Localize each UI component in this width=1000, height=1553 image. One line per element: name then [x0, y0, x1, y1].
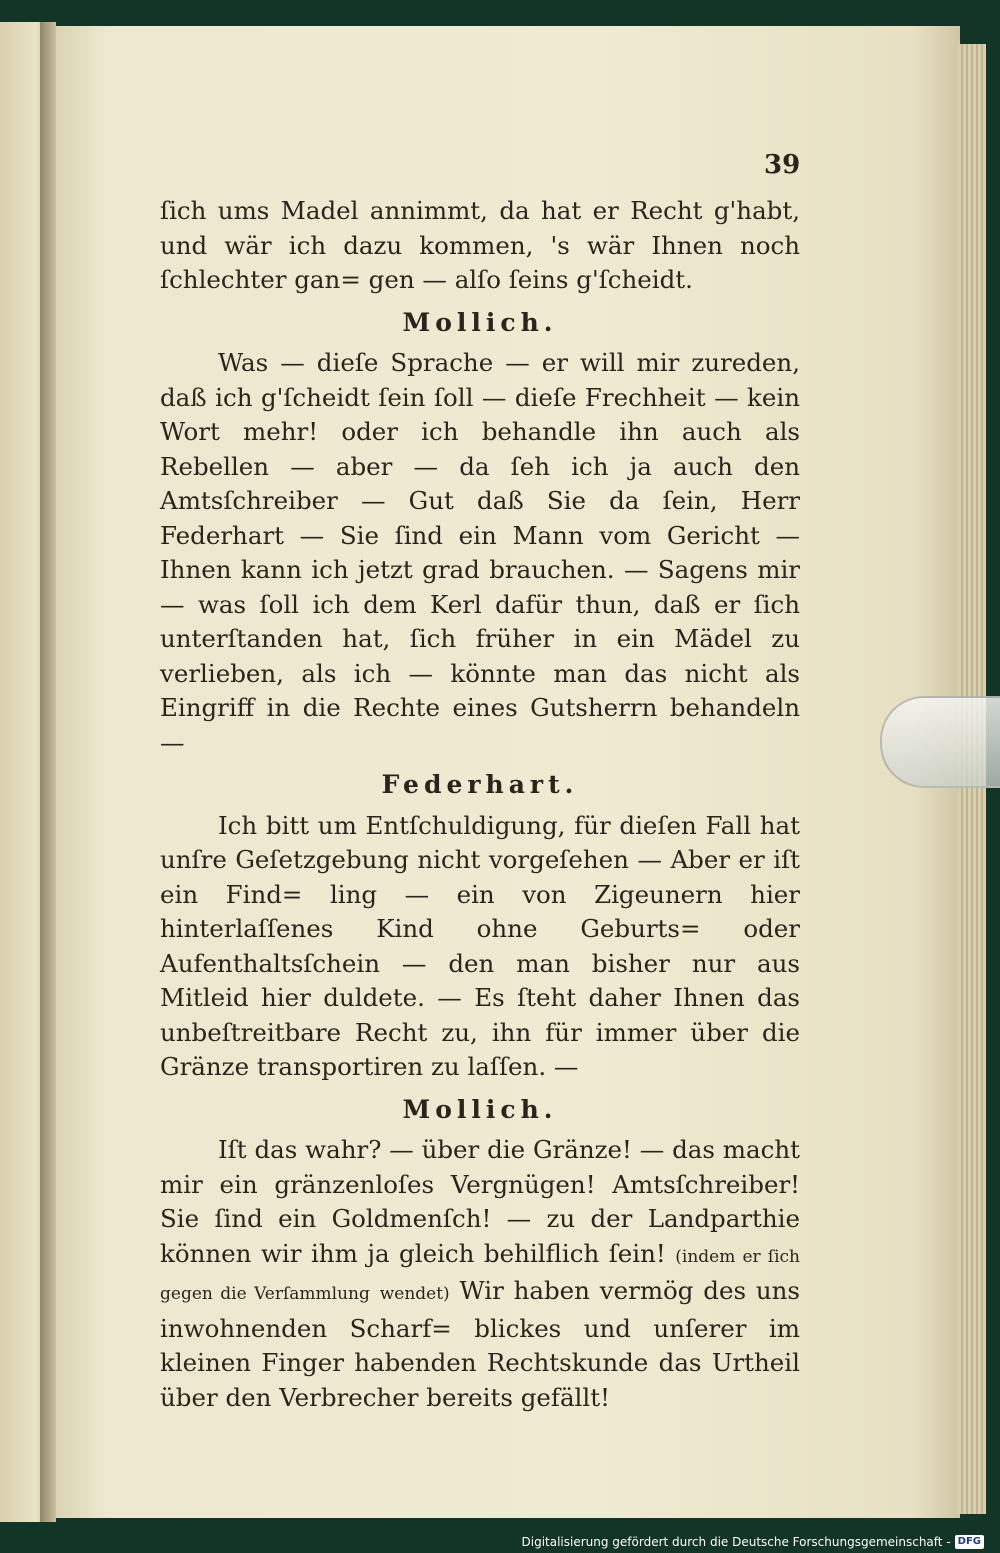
text-line: Wir haben vermög des uns inwohnenden Scharf=	[160, 1276, 801, 1343]
text-line: Was — dieſe Sprache — er will mir zureden, daß	[160, 348, 800, 412]
text-line: ling — ein von Zigeunern hier hinterlaſſenes Kind ohne	[160, 879, 800, 943]
text-block	[160, 194, 800, 1415]
text-line: ſich früher in ein Mädel zu verlieben, als ich — könnte	[160, 624, 800, 688]
text-line: Ich bitt um Entſchuldigung, für dieſen Fall hat unſre	[160, 810, 800, 874]
paragraph-speech	[160, 809, 800, 1085]
text-line: behandeln —	[160, 693, 800, 757]
text-line: Geſetzgebung nicht vorgeſehen — Aber er iſt ein Find=	[160, 845, 801, 909]
text-line: unbeſtreitbare Recht zu, ihn für immer über die Gränze	[160, 1017, 800, 1081]
text-line: transportiren zu laſſen. —	[256, 1052, 579, 1081]
page-clip	[880, 696, 1000, 788]
speaker-name: Federhart.	[381, 770, 579, 799]
speaker-name: Mollich.	[402, 1094, 558, 1124]
credit-text: Digitalisierung gefördert durch die Deutsche Forschungsgemeinschaft -	[521, 1535, 951, 1549]
paragraph-continuation	[160, 194, 800, 298]
text-line: Ihnen kann ich jetzt grad brauchen. — Sagens mir —	[160, 555, 800, 619]
page-number: 39	[764, 150, 801, 180]
paragraph-speech	[160, 1133, 800, 1415]
text-line: Geburts= oder Aufenthaltsſchein — den man bisher nur	[160, 914, 800, 978]
text-line: ja gleich behilflich ſein!	[367, 1238, 666, 1268]
text-line: das Urtheil über den Verbrecher bereits gefällt!	[160, 1348, 800, 1412]
text-line: man das nicht als Eingriff in die Rechte eines Gutsherrn	[160, 658, 800, 722]
speaker-name: Mollich.	[402, 307, 558, 337]
text-line: gen — alſo ſeins g'ſcheidt.	[368, 265, 693, 294]
text-line: ſich ums Madel annimmt, da hat er Recht g'habt, und	[160, 196, 800, 260]
book-spine	[40, 22, 56, 1522]
text-line: blickes und unſerer im kleinen Finger habenden Rechtskunde	[160, 1313, 800, 1377]
text-line: aus Mitleid hier duldete. — Es ſteht daher Ihnen das	[160, 948, 800, 1012]
text-line: wär ich dazu kommen, 's wär Ihnen noch ſchlechter gan=	[160, 230, 800, 294]
stage-direction: wendet)	[379, 1284, 450, 1304]
text-line: ein Goldmenſch! — zu der Landparthie können wir ihm	[160, 1204, 800, 1268]
text-line: ſein, Herr Federhart — Sie ſind ein Mann vom Gericht —	[160, 486, 800, 550]
digitization-credit	[522, 1535, 985, 1549]
stage-direction: (indem er ſich gegen die Verſammlung	[160, 1246, 800, 1304]
text-line: ich g'ſcheidt ſein ſoll — dieſe Frechheit — kein Wort	[160, 382, 801, 446]
text-line: mehr! oder ich behandle ihn auch als Rebellen — aber —	[160, 417, 801, 481]
text-line: mir ein gränzenloſes Vergnügen! Amtsſchreiber! Sie ſind	[160, 1169, 800, 1233]
dfg-logo-icon: DFG	[955, 1535, 984, 1549]
paragraph-speech	[160, 346, 800, 760]
text-line: da ſeh ich ja auch den Amtsſchreiber — Gut daß Sie da	[160, 451, 800, 515]
text-line: was ſoll ich dem Kerl dafür thun, daß er ſich unterſtanden hat,	[160, 589, 800, 653]
text-line: Iſt das wahr? — über die Gränze! — das macht	[218, 1135, 800, 1164]
